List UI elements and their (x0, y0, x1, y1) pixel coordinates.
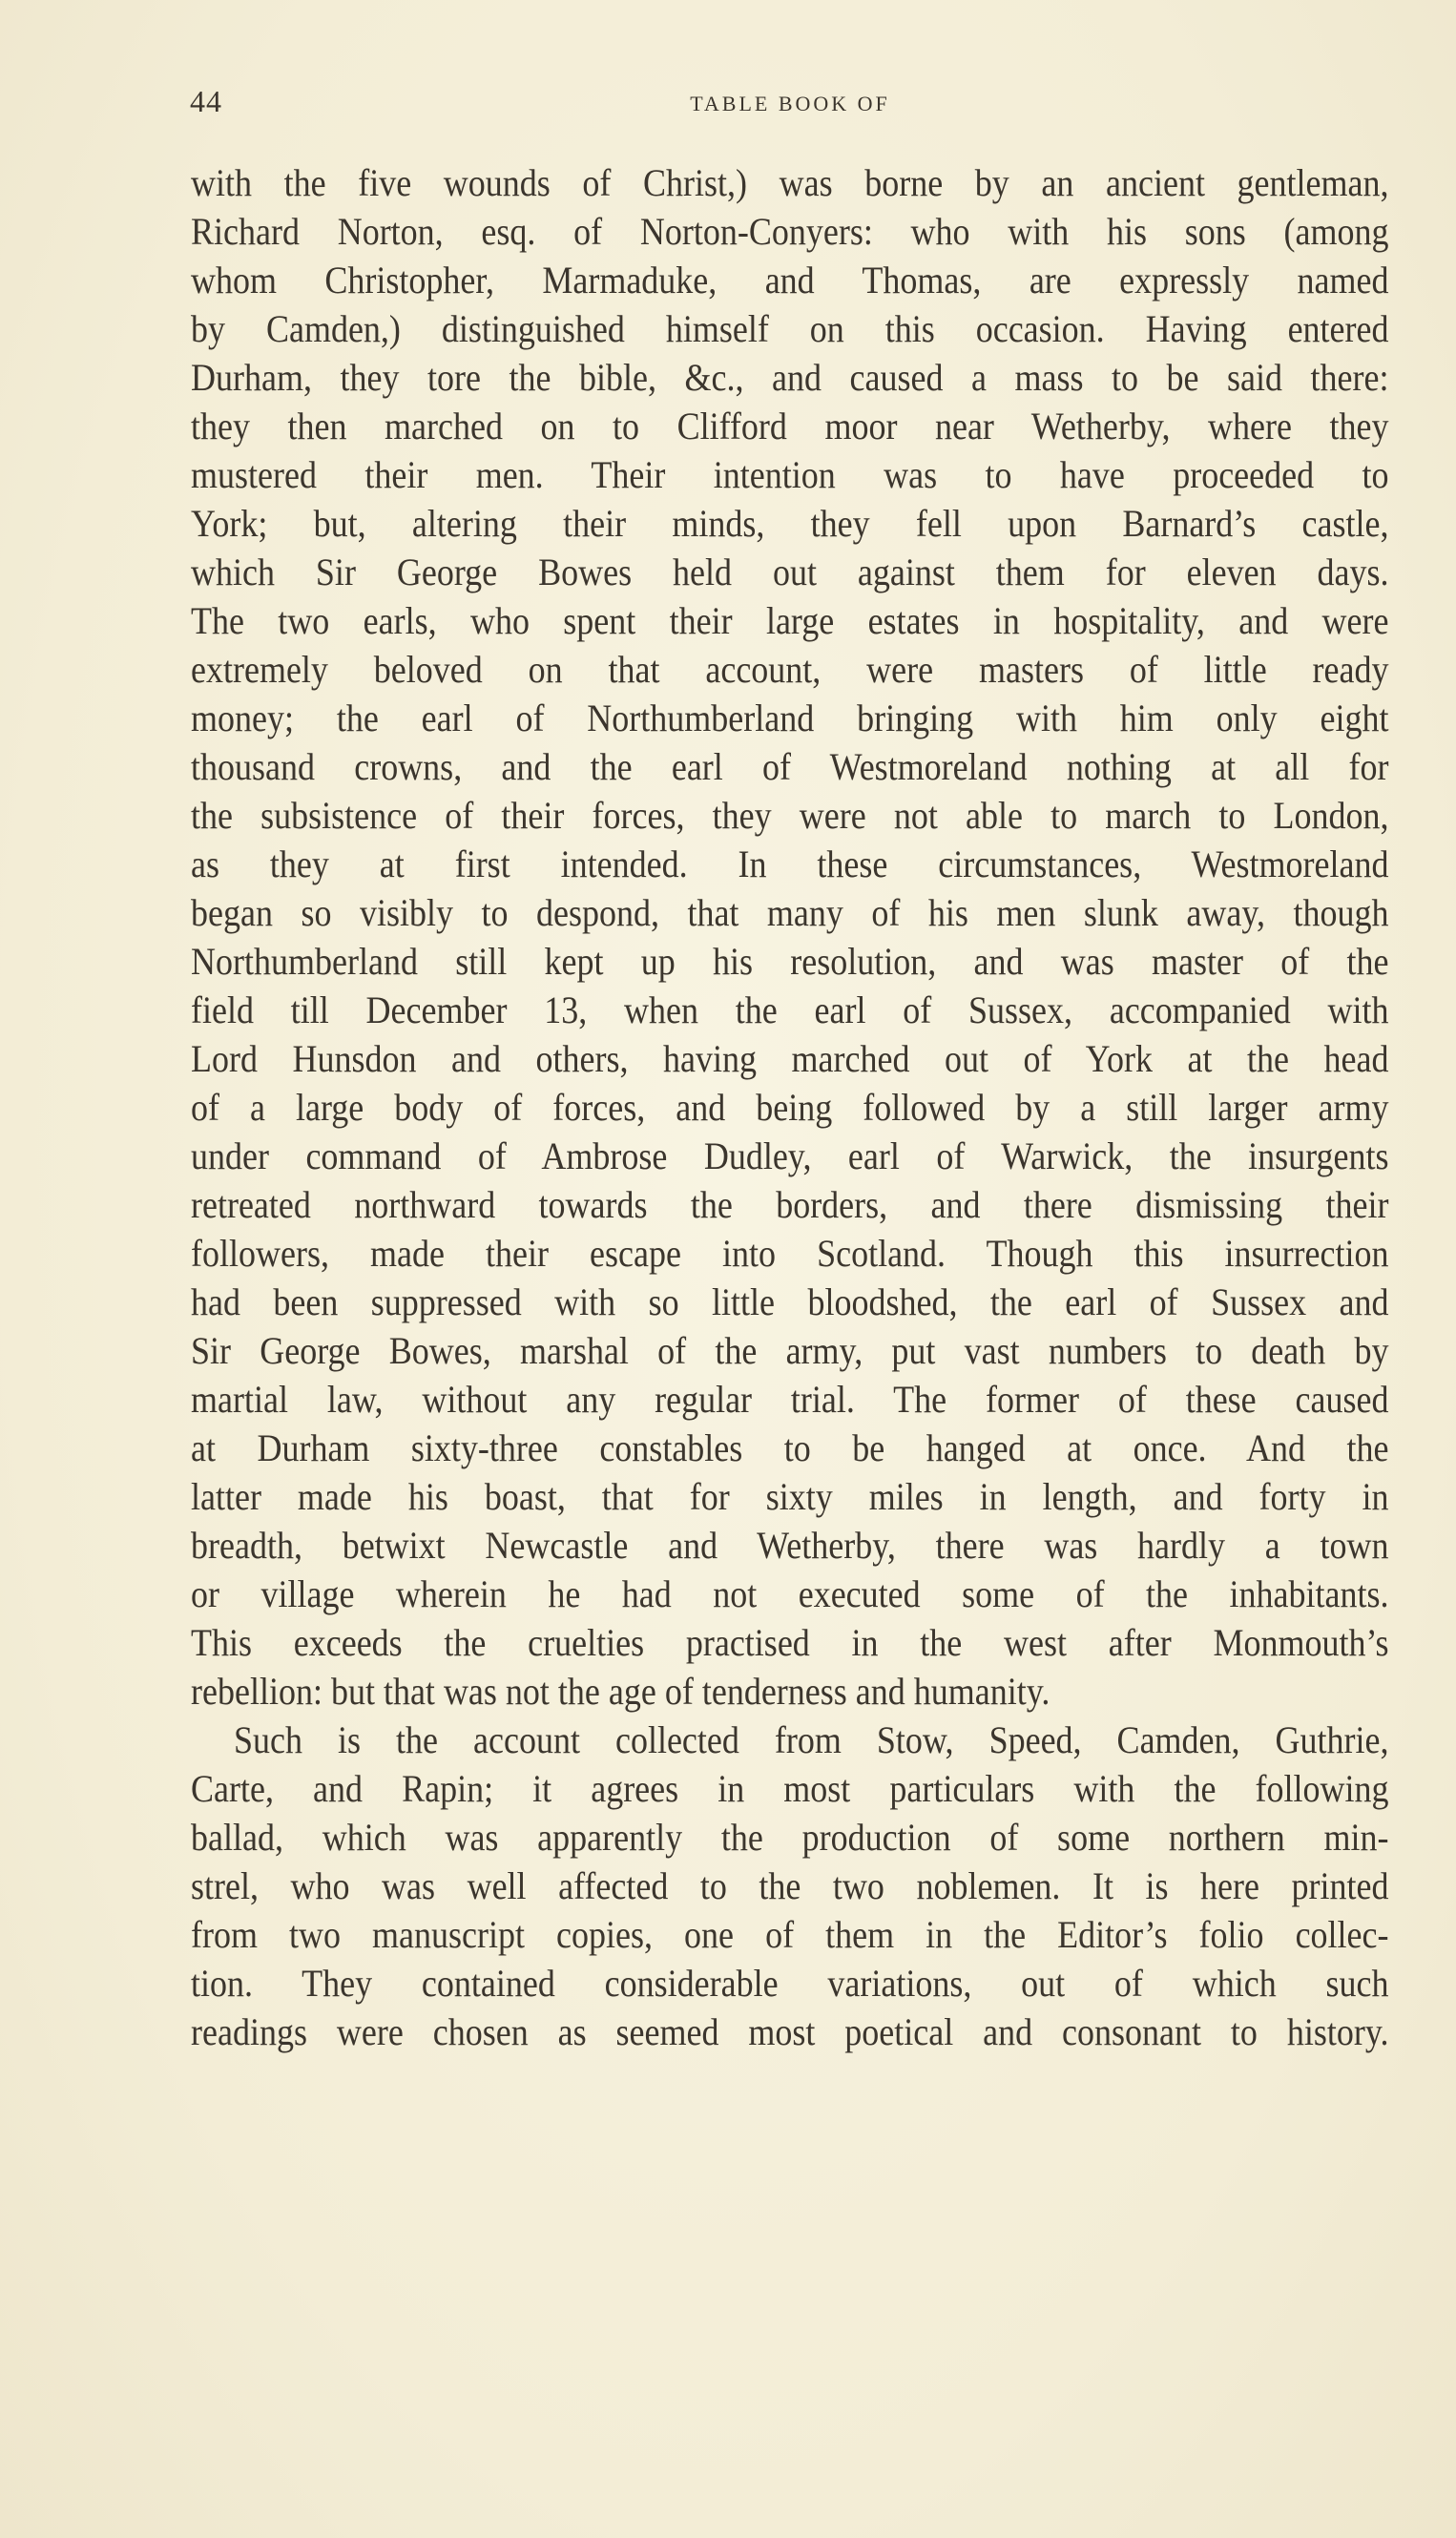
text-line: rebellion: but that was not the age of tenderness and humanity. (191, 1670, 1050, 1713)
text-line: under command of Ambrose Dudley, earl of Warwick, the insurgents (191, 1134, 1389, 1177)
text-line: mustered their men. Their intention was to have proceeded to (191, 453, 1389, 496)
text-line: This exceeds the cruelties practised in the west after Monmouth’s (191, 1621, 1389, 1664)
text-line: followers, made their escape into Scotland. Though this insurrection (191, 1232, 1389, 1275)
text-line: tion. They contained considerable variations, out of which such (191, 1962, 1389, 2005)
text-line: readings were chosen as seemed most poetical and consonant to history. (191, 2010, 1389, 2053)
text-line: Carte, and Rapin; it agrees in most particulars with the following (191, 1767, 1389, 1810)
text-line: Such is the account collected from Stow, Speed, Camden, Guthrie, (234, 1718, 1389, 1761)
text-line: Lord Hunsdon and others, having marched out of York at the head (191, 1037, 1389, 1080)
text-line: latter made his boast, that for sixty miles in length, and forty in (191, 1475, 1389, 1518)
text-line: ballad, which was apparently the production of some northern min- (191, 1816, 1389, 1859)
text-line: from two manuscript copies, one of them in the Editor’s folio collec- (191, 1913, 1389, 1956)
text-line: Northumberland still kept up his resolution, and was master of the (191, 940, 1389, 983)
text-line: Richard Norton, esq. of Norton-Conyers: who with his sons (among (191, 210, 1389, 253)
text-line: martial law, without any regular trial. The former of these caused (191, 1378, 1389, 1421)
text-line: with the five wounds of Christ,) was borne by an ancient gentleman, (191, 161, 1389, 204)
body-text (191, 158, 1389, 2056)
text-line: retreated northward towards the borders, and there dismissing their (191, 1183, 1389, 1226)
text-line: or village wherein he had not executed some of the inhabitants. (191, 1572, 1389, 1615)
text-line: they then marched on to Clifford moor near Wetherby, where they (191, 405, 1389, 447)
paragraph (191, 1716, 1389, 2056)
text-line: field till December 13, when the earl of Sussex, accompanied with (191, 988, 1389, 1031)
text-line: of a large body of forces, and being followed by a still larger army (191, 1086, 1389, 1129)
text-line: which Sir George Bowes held out against them for eleven days. (191, 551, 1389, 593)
text-line: money; the earl of Northumberland bringing with him only eight (191, 697, 1389, 739)
text-line: by Camden,) distinguished himself on this occasion. Having entered (191, 307, 1389, 350)
text-line: had been suppressed with so little bloodshed, the earl of Sussex and (191, 1280, 1389, 1323)
running-title: TABLE BOOK OF (690, 92, 890, 115)
text-line: at Durham sixty-three constables to be hanged at once. And the (191, 1426, 1389, 1469)
text-line: York; but, altering their minds, they fell upon Barnard’s castle, (191, 502, 1389, 545)
text-line: thousand crowns, and the earl of Westmoreland nothing at all for (191, 745, 1389, 788)
text-line: Durham, they tore the bible, &c., and caused a mass to be said there: (191, 356, 1389, 399)
text-line: Sir George Bowes, marshal of the army, put vast numbers to death by (191, 1329, 1389, 1372)
page-number: 44 (190, 84, 222, 118)
text-line: extremely beloved on that account, were masters of little ready (191, 648, 1389, 691)
text-line: strel, who was well affected to the two noblemen. It is here printed (191, 1864, 1389, 1907)
text-line: the subsistence of their forces, they were not able to march to London, (191, 794, 1389, 837)
text-line: The two earls, who spent their large estates in hospitality, and were (191, 599, 1389, 642)
text-line: began so visibly to despond, that many of his men slunk away, though (191, 891, 1389, 934)
text-line: whom Christopher, Marmaduke, and Thomas, are expressly named (191, 259, 1389, 302)
text-line: breadth, betwixt Newcastle and Wetherby, there was hardly a town (191, 1524, 1389, 1567)
paragraph (191, 158, 1389, 1716)
text-line: as they at first intended. In these circumstances, Westmoreland (191, 843, 1389, 885)
